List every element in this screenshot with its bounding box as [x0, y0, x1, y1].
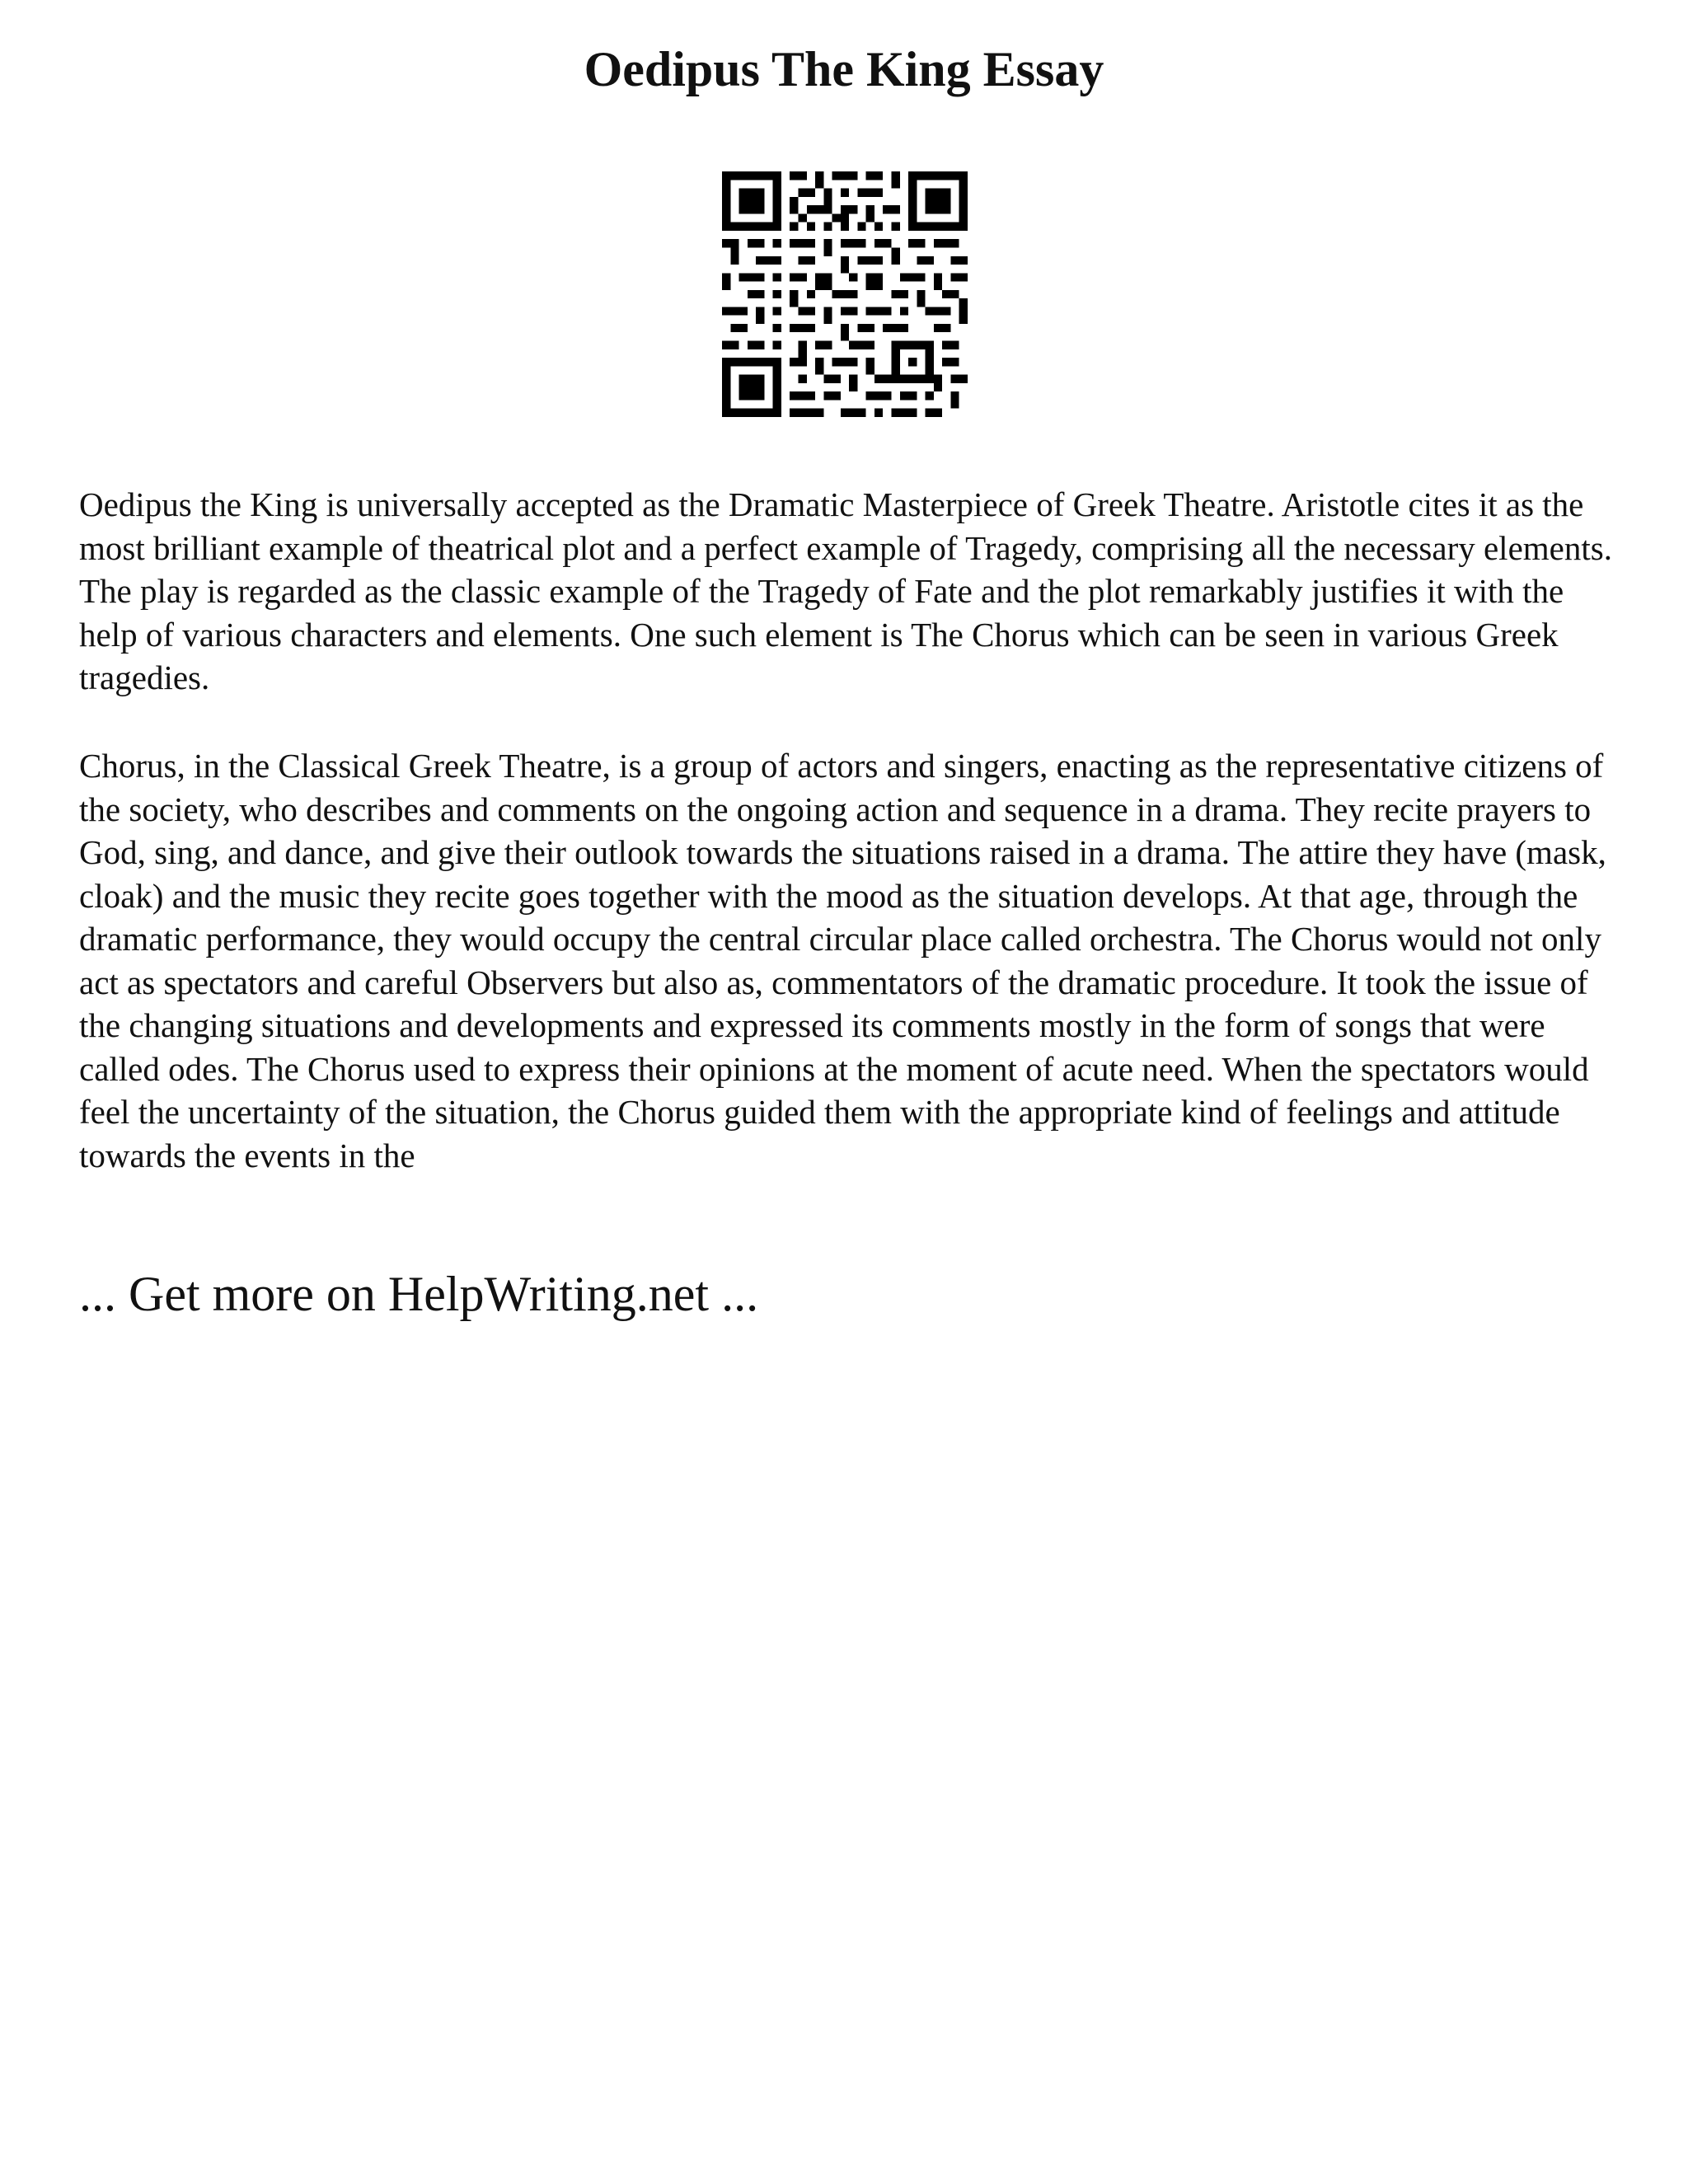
paragraph-1: Oedipus the King is universally accepted as the Dramatic Masterpiece of Greek Theatre. Aristotle cites it as the most brilliant example of theatrical plot and a perfect example of Tragedy, comprising all the necessary elements. The play is regarded as the classic example of the Tragedy of Fate and the plot remarkably justifies it with the help of various characters and elements. One such element is The Chorus which can be seen in various Greek tragedies.: [79, 485, 1612, 696]
paragraph-2: Chorus, in the Classical Greek Theatre, is a group of actors and singers, enacting as the representative citizens of the society, who describes and comments on the ongoing action and sequence in a drama. They recite prayers to God, sing, and dance, and give their outlook towards the situations raised in a drama. The attire they have (mask, cloak) and the music they recite goes together with the mood as the situation develops. At that age, through the dramatic performance, they would occupy the central circular place called orchestra. The Chorus would not only act as spectators and careful Observers but also as, commentators of the dramatic procedure. It took the issue of the changing situations and developments and expressed its comments mostly in the form of songs that were called odes. The Chorus used to express their opinions at the moment of acute need. When the spectators would feel the uncertainty of the situation, the Chorus guided them with the appropriate kind of feelings and attitude towards the events in the: [79, 747, 1606, 1174]
get-more-link[interactable]: ... Get more on HelpWriting.net ...: [79, 1267, 759, 1321]
qr-code-icon: [722, 171, 968, 417]
document-title: Oedipus The King Essay: [584, 42, 1104, 96]
